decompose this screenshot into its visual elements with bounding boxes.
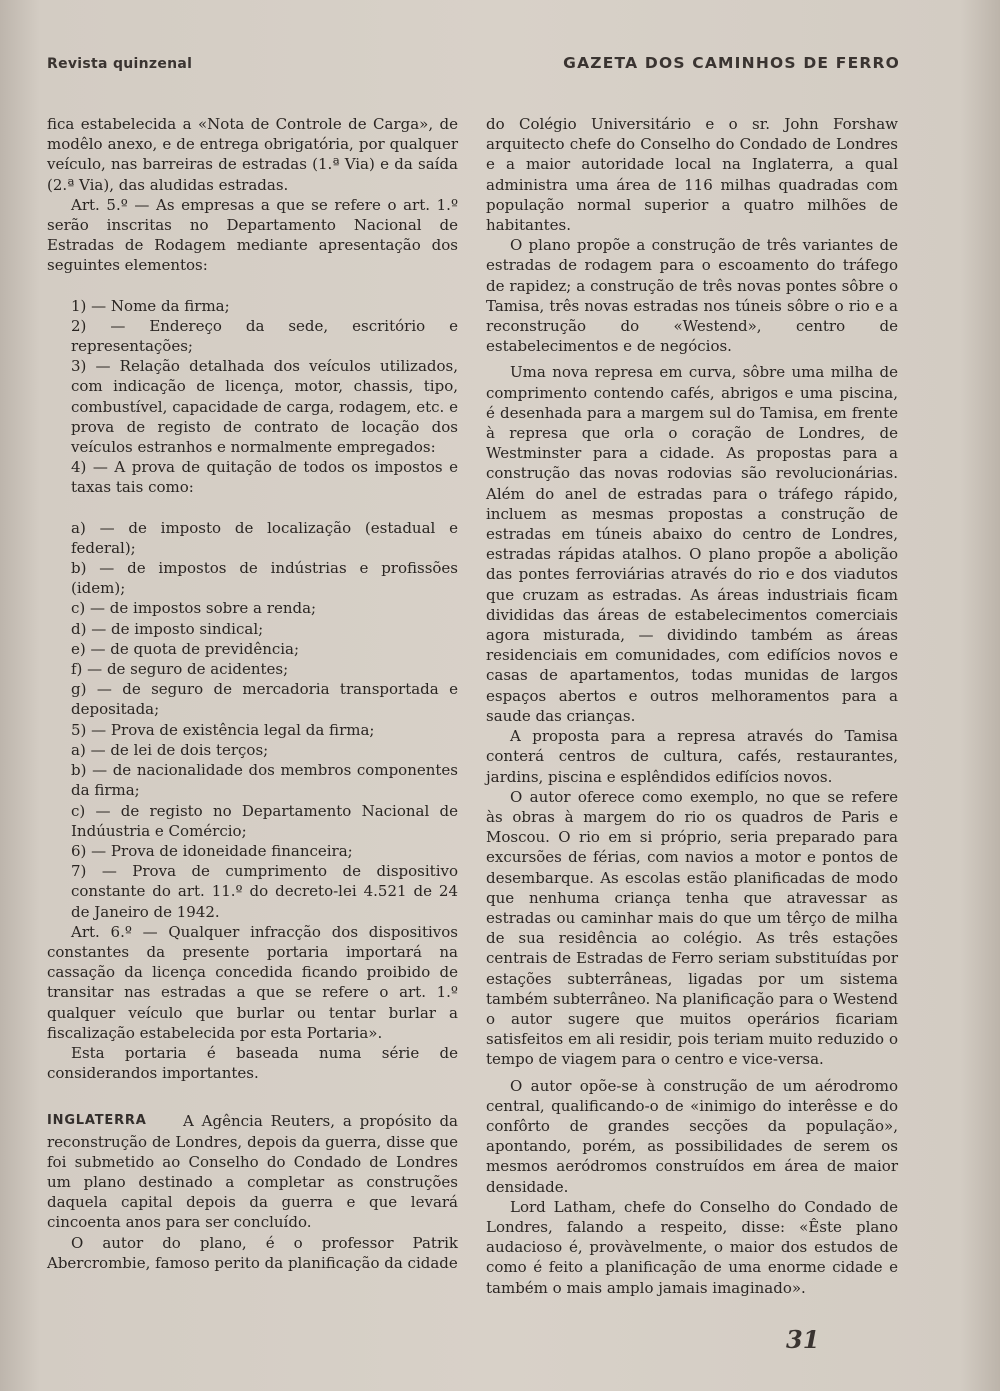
paragraph: Lord Latham, chefe do Conselho do Condado de Londres, falando a respeito, disse: «Êste plano audacioso é, provàvelmente, o maior dos estudos de como é feito a planificação de uma enorme cidade e também o mais amplo jamais imaginado». xyxy=(486,1197,898,1297)
left-paragraphs xyxy=(47,114,458,1083)
section-body: A Agência Reuters, a propósito da reconstrução de Londres, depois da guerra, disse que foi submetido ao Conselho do Condado de Londres um plano destinado a completar as construções daquela capital depois da guerra e que levará cincoenta anos para ser concluído. xyxy=(47,1112,458,1232)
paragraph: 3) — Relação detalhada dos veículos utilizados, com indicação de licença, motor, chassis, tipo, combustível, capacidade de carga, rodagem, etc. e prova de registo de contrato de locação dos veículos estranhos e normalmente empregados: xyxy=(71,357,458,457)
paragraph: 4) — A prova de quitação de todos os impostos e taxas tais como: xyxy=(71,458,458,497)
page-number: 31 xyxy=(786,1325,820,1354)
paragraph: g) — de seguro de mercadoria transportada e depositada; xyxy=(71,680,458,719)
paragraph: e) — de quota de previdência; xyxy=(71,639,300,658)
paragraph: b) — de impostos de indústrias e profissões (idem); xyxy=(71,559,458,598)
paragraph: 1) — Nome da firma; xyxy=(71,296,230,315)
paragraph: 2) — Endereço da sede, escritório e representações; xyxy=(71,316,458,356)
section-heading: INGLATERRA xyxy=(47,1113,147,1129)
paragraph: Esta portaria é baseada numa série de considerandos importantes. xyxy=(47,1043,458,1083)
header-left: Revista quinzenal xyxy=(47,56,193,72)
paragraph: O plano propõe a construção de três variantes de estradas de rodagem para o escoamento do tráfego de rapidez; a construção de três novas pontes sôbre o Tamisa, três novas estradas nos túneis sôbre o rio e a reconstrução do «Westend», centro de estabelecimentos e de negócios. xyxy=(486,236,898,356)
paragraph: fica estabelecida a «Nota de Controle de Carga», de modêlo anexo, e de entrega obrigatória, por qualquer veículo, nas barreiras de estradas (1.ª Via) e da saída (2.ª Via), das aludidas estradas. xyxy=(47,115,458,194)
paragraph: do Colégio Universitário e o sr. John Forshaw arquitecto chefe do Conselho do Condado de Londres e a maior autoridade local na Inglaterra, a qual administra uma área de 116 milhas quadradas com população normal superior a quatro milhões de habitantes. xyxy=(486,115,898,235)
left-tail-paragraphs xyxy=(47,1233,458,1273)
paragraph: Art. 6.º — Qualquer infracção dos dispositivos constantes da presente portaria importará na cassação da licença concedida ficando proibido de transitar nas estradas a que se refere o art. 1.º qualquer veículo que burlar ou tentar burlar a fiscalização estabelecida por esta Portaria». xyxy=(47,922,458,1042)
paragraph: 7) — Prova de cumprimento de dispositivo constante do art. 11.º do decreto-lei 4.521 de 24 de Janeiro de 1942. xyxy=(71,862,458,921)
section-inglaterra xyxy=(47,1111,458,1232)
header-right: GAZETA DOS CAMINHOS DE FERRO xyxy=(563,54,900,72)
left-column xyxy=(47,114,458,1273)
paragraph: O autor opõe-se à construção de um aérodromo central, qualificando-o de «inimigo do interêsse e do confôrto de grandes secções da população», apontando, porém, as possibilidades de serem os mesmos aeródromos construídos em área de maior densidade. xyxy=(486,1076,898,1196)
paragraph: O autor do plano, é o professor Patrik Abercrombie, famoso perito da planificação da cidade xyxy=(47,1233,458,1272)
paragraph: Uma nova represa em curva, sôbre uma milha de comprimento contendo cafés, abrigos e uma piscina, é desenhada para a margem sul do Tamisa, em frente à represa que orla o coração de Londres, de Westminster para a cidade. As propostas para a construção das novas rodovias são revolucionárias. Além do anel de estradas para o tráfego rápido, incluem as mesmas propostas a construção de estradas em túneis abaixo do centro de Londres, estradas rápidas atalhos. O plano propõe a abolição das pontes ferroviárias através do rio e dos viadutos que cruzam as estradas. As áreas industriais ficam divididas das áreas de estabelecimentos comerciais agora misturada, — dividindo também as áreas residenciais em comunidades, com edifícios novos e casas de apartamentos, todas munidas de largos espaços abertos e outros melhoramentos para a saude das crianças. xyxy=(486,363,898,725)
paragraph: 5) — Prova de existência legal da firma; xyxy=(71,720,375,739)
paragraph: a) — de lei de dois terços; xyxy=(71,740,269,759)
paragraph: c) — de registo no Departamento Nacional de Indúustria e Comércio; xyxy=(71,801,458,840)
paragraph: d) — de imposto sindical; xyxy=(71,619,264,638)
paragraph: b) — de nacionalidade dos membros componentes da firma; xyxy=(71,761,458,800)
paragraph: c) — de impostos sobre a renda; xyxy=(71,599,317,618)
paragraph: f) — de seguro de acidentes; xyxy=(71,660,289,679)
paragraph: Art. 5.º — As empresas a que se refere o art. 1.º serão inscritas no Departamento Nacional de Estradas de Rodagem mediante apresentação dos seguintes elementos: xyxy=(47,195,458,275)
paragraph: a) — de imposto de localização (estadual e federal); xyxy=(71,518,458,557)
right-column xyxy=(486,114,898,1298)
right-paragraphs xyxy=(486,114,898,1298)
paragraph: A proposta para a represa através do Tamisa conterá centros de cultura, cafés, restaurantes, jardins, piscina e esplêndidos edifícios novos. xyxy=(486,727,898,786)
paragraph: 6) — Prova de idoneidade financeira; xyxy=(71,841,353,860)
paragraph: O autor oferece como exemplo, no que se refere às obras à margem do rio os quadros de Paris e Moscou. O rio em si próprio, seria preparado para excursões de férias, com navios a motor e pontos de desembarque. As escolas estão planificadas de modo que nenhuma criança tenha que atravessar as estradas ou caminhar mais do que um têrço de milha de sua residência ao colégio. As três estações centrais de Estradas de Ferro seriam substituídas por estações subterrâneas, ligadas por um sistema também subterrâneo. Na planificação para o Westend o autor sugere que muitos operários ficariam satisfeitos em ali residir, pois teriam muito reduzido o tempo de viagem para o centro e vice-versa. xyxy=(486,787,898,1069)
